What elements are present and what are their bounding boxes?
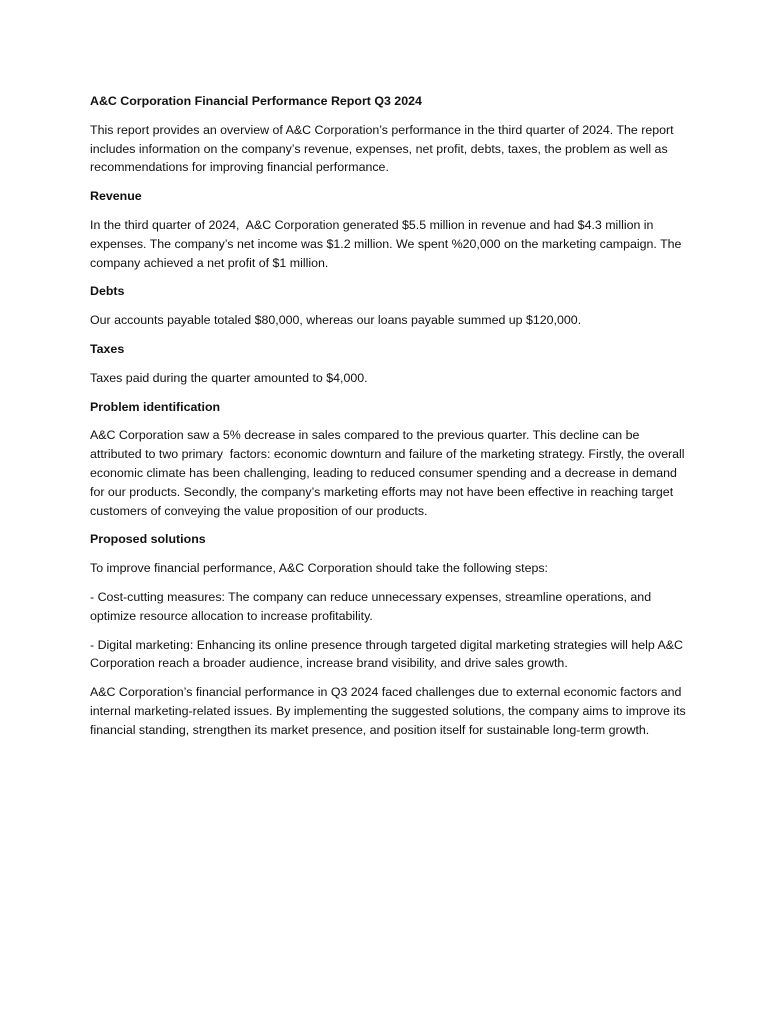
intro-paragraph: This report provides an overview of A&C Corporation’s performance in the third quarter of 2024. The report includes information on the company’s revenue, expenses, net profit, debts, taxes, the problem as well as recommendations for improving financial performance.	[90, 122, 678, 175]
conclusion-paragraph: A&C Corporation’s financial performance in Q3 2024 faced challenges due to external economic factors and internal marketing-related issues. By implementing the suggested solutions, the company aims to improve its financial standing, strengthen its market presence, and position itself for sustainable long-term growth.	[90, 685, 690, 737]
debts-heading: Debts	[90, 284, 125, 299]
debts-paragraph: Our accounts payable totaled $80,000, whereas our loans payable summed up $120,000.	[90, 313, 582, 328]
solutions-intro-paragraph: To improve financial performance, A&C Corporation should take the following steps:	[90, 561, 549, 576]
document-page	[90, 92, 688, 750]
problem-paragraph: A&C Corporation saw a 5% decrease in sales compared to the previous quarter. This decline can be attributed to two primary factors: economic downturn and failure of the marketing strategy. Firstly, the overall economic climate has been challenging, leading to reduced consumer spending and a decrease in demand for our products. Secondly, the company’s marketing efforts may not have been effective in reaching target customers of conveying the value proposition of our products.	[90, 428, 689, 518]
taxes-paragraph: Taxes paid during the quarter amounted to $4,000.	[90, 370, 368, 385]
document-title: A&C Corporation Financial Performance Report Q3 2024	[90, 94, 422, 108]
solution-item-digital-marketing: - Digital marketing: Enhancing its online presence through targeted digital marketing strategies will help A&C Corporation reach a broader audience, increase brand visibility, and drive sales growth.	[90, 637, 687, 671]
solution-item-cost-cutting: - Cost-cutting measures: The company can reduce unnecessary expenses, streamline operations, and optimize resource allocation to increase profitability.	[90, 589, 655, 623]
taxes-heading: Taxes	[90, 341, 125, 356]
revenue-heading: Revenue	[90, 189, 142, 204]
solutions-heading: Proposed solutions	[90, 532, 206, 547]
problem-heading: Problem identification	[90, 399, 221, 414]
revenue-paragraph: In the third quarter of 2024, A&C Corporation generated $5.5 million in revenue and had $4.3 million in expenses. The company’s net income was $1.2 million. We spent %20,000 on the marketing campaign. The company achieved a net profit of $1 million.	[90, 217, 685, 270]
